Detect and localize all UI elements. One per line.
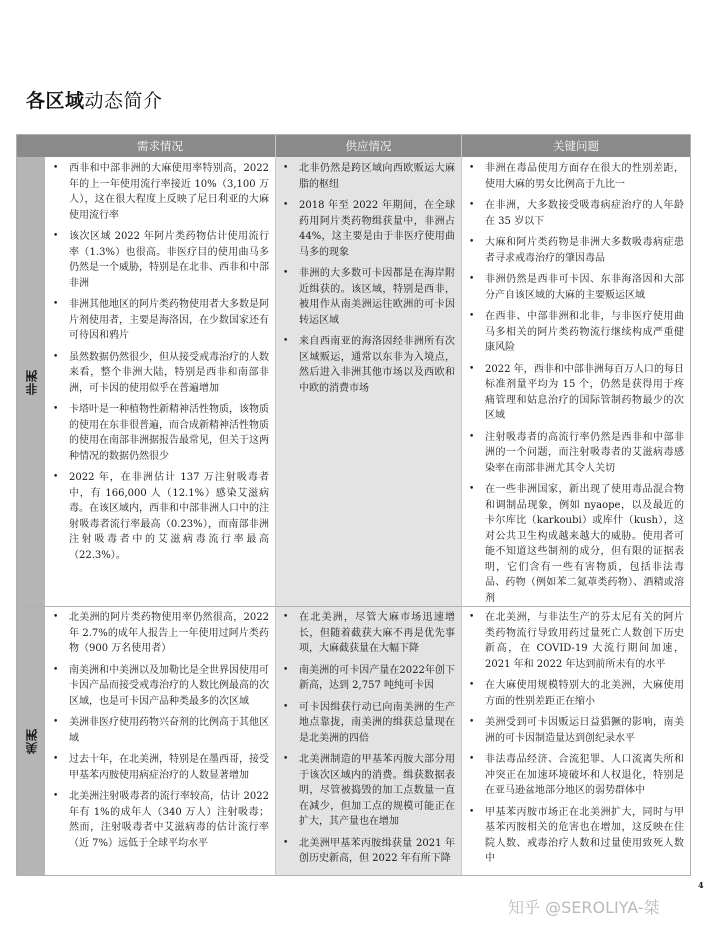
list-item: • 虽然数据仍然很少，但从接受戒毒治疗的人数来看，整个非洲大陆，特别是西非和南部非洲，可卡因的使用似乎在普遍增加 xyxy=(45,350,275,397)
column-divider xyxy=(461,157,462,875)
list-item: • 北美洲制造的甲基苯丙胺大部分用于该次区域内的消费。缉获数据表明，尽管被捣毁的加工点数量一直在减少，但加工点的规模可能正在扩大，其产量也在增加 xyxy=(275,752,461,830)
list-item: • 在一些非洲国家，新出现了使用毒品混合物和调制品现象，例如 nyaope，以及最近的卡尔库比（karkoubi）或库什（kush），这对公共卫生构成越来越大的威胁。使用者可能不知道这些制剂的成分，但有限的证据表明，它们含有一些有害物质，包括非法毒品、药物（例如苯二氮䓬类药物）、酒精或溶剂 xyxy=(461,482,690,606)
list-item: • 2022 年，西非和中部非洲每百万人口的每日标准剂量平均为 15 个，仍然是获得用于疼痛管理和姑息治疗的国际管制药物最少的次区域 xyxy=(461,362,690,424)
africa-demand xyxy=(45,157,275,606)
americas-demand xyxy=(45,607,275,875)
list-item: • 北非仍然是跨区域向西欧贩运大麻脂的枢纽 xyxy=(275,161,461,192)
region-label: 非洲 xyxy=(24,368,39,395)
americas-supply xyxy=(275,607,461,875)
list-item: • 甲基苯丙胺市场正在北美洲扩大，同时与甲基苯丙胺相关的危害也在增加，这反映在住院人数、戒毒治疗人数和过量使用致死人数中 xyxy=(461,805,690,867)
list-item: • 卡塔叶是一种植物性新精神活性物质，该物质的使用在东非很普遍，而合成新精神活性物质的使用在南部非洲据报告最常见，但关于这两种情况的数据仍然很少 xyxy=(45,402,275,464)
list-item: • 美洲受到可卡因贩运日益猖獗的影响，南美洲的可卡因制造量达到创纪录水平 xyxy=(461,715,690,746)
list-item: • 美洲非医疗使用药物兴奋剂的比例高于其他区域 xyxy=(45,715,275,746)
region-label: 美洲 xyxy=(24,728,39,754)
list-item: • 在大麻使用规模特别大的北美洲，大麻使用方面的性别差距正在缩小 xyxy=(461,678,690,709)
watermark: 知乎 @SEROLIYA-桀 xyxy=(508,898,660,917)
list-item: • 非洲其他地区的阿片类药物使用者大多数是阿片剂使用者，主要是海洛因，在少数国家还有可待因和鸦片 xyxy=(45,297,275,344)
list-item: • 非洲的大多数可卡因都是在海岸附近缉获的。该区域，特别是西非，被用作从南美洲运往欧洲的可卡因转运区域 xyxy=(275,266,461,328)
list-item: • 来自西南亚的海洛因经非洲所有次区域贩运，通常以东非为入境点，然后进入非洲其他市场以及西欧和中欧的消费市场 xyxy=(275,334,461,396)
list-item: • 北美洲注射吸毒者的流行率较高，估计 2022 年有 1%的成年人（340 万人）注射吸毒；然而，注射吸毒者中艾滋病毒的估计流行率（近 7%）远低于全球平均水平 xyxy=(45,789,275,851)
page-number: 4 xyxy=(698,880,704,890)
header-supply: 供应情况 xyxy=(275,135,461,157)
list-item: • 北美洲甲基苯丙胺缉获量 2021 年创历史新高，但 2022 年有所下降 xyxy=(275,836,461,867)
list-item: • 非法毒品经济、合流犯罪、人口流离失所和冲突正在加速环境破坏和人权退化，特别是在亚马逊盆地部分地区的弱势群体中 xyxy=(461,752,690,799)
list-item: • 过去十年，在北美洲，特别是在墨西哥，接受甲基苯丙胺使用病症治疗的人数显著增加 xyxy=(45,752,275,783)
list-item: • 南美洲的可卡因产量在2022年创下新高，达到 2,757 吨纯可卡因 xyxy=(275,663,461,694)
list-item: • 2022 年，在非洲估计 137 万注射吸毒者中，有 166,000 人（12.1%）感染艾滋病毒。在该区域内，西非和中部非洲人口中的注射吸毒者流行率最高（0.23%），而南部非洲注射吸毒者中的艾滋病毒流行率最高（22.3%）。 xyxy=(45,470,275,563)
region-americas xyxy=(17,607,45,875)
list-item: • 北美洲的阿片类药物使用率仍然很高，2022 年 2.7%的成年人报告上一年使用过阿片类药物（900 万名使用者） xyxy=(45,610,275,657)
list-item: • 非洲在毒品使用方面存在很大的性别差距，使用大麻的男女比例高于九比一 xyxy=(461,161,690,192)
americas-issues xyxy=(461,607,690,875)
list-item: • 大麻和阿片类药物是非洲大多数吸毒病症患者寻求戒毒治疗的肇因毒品 xyxy=(461,235,690,266)
column-divider xyxy=(275,157,276,875)
header-issues: 关键问题 xyxy=(461,135,690,157)
region-summary-table xyxy=(16,134,691,876)
page-title: 各区域动态简介 xyxy=(26,90,163,112)
list-item: • 在非洲，大多数接受吸毒病症治疗的人年龄在 35 岁以下 xyxy=(461,198,690,229)
table-header xyxy=(17,135,690,157)
africa-issues xyxy=(461,157,690,606)
list-item: • 该次区域 2022 年阿片类药物估计使用流行率（1.3%）也很高。非医疗目的使用曲马多仍然是一个威胁，特别是在北非、西非和中部非洲 xyxy=(45,229,275,291)
list-item: • 西非和中部非洲的大麻使用率特别高，2022 年的上一年使用流行率接近 10%（3,100 万人），这在很大程度上反映了尼日利亚的大麻使用流行率 xyxy=(45,161,275,223)
list-item: • 在北美洲，尽管大麻市场迅速增长，但随着截获大麻不再是优先事项，大麻截获量在大幅下降 xyxy=(275,610,461,657)
list-item: • 2018 年至 2022 年期间，在全球药用阿片类药物缉获量中，非洲占 44%，这主要是由于非医疗使用曲马多的现象 xyxy=(275,198,461,260)
list-item: • 南美洲和中美洲以及加勒比是全世界因使用可卡因产品而接受戒毒治疗的人数比例最高的次区域，也是可卡因产品种类最多的次区域 xyxy=(45,663,275,710)
list-item: • 可卡因缉获行动已向南美洲的生产地点靠拢，南美洲的缉获总量现在是北美洲的四倍 xyxy=(275,700,461,747)
list-item: • 注射吸毒者的高流行率仍然是西非和中部非洲的一个问题，而注射吸毒者的艾滋病毒感染率在南部非洲尤其令人关切 xyxy=(461,430,690,477)
list-item: • 在西非、中部非洲和北非，与非医疗使用曲马多相关的阿片类药物流行继续构成严重健康风险 xyxy=(461,309,690,356)
list-item: • 在北美洲，与非法生产的芬太尼有关的阿片类药物流行导致用药过量死亡人数创下历史新高，在 COVID-19 大流行期间加速，2021 年和 2022 年达到前所未有的水平 xyxy=(461,610,690,672)
list-item: • 非洲仍然是西非可卡因、东非海洛因和大部分产自该区域的大麻的主要贩运区域 xyxy=(461,272,690,303)
africa-supply xyxy=(275,157,461,606)
region-africa xyxy=(17,157,45,606)
header-corner xyxy=(17,135,45,157)
header-demand: 需求情况 xyxy=(45,135,275,157)
